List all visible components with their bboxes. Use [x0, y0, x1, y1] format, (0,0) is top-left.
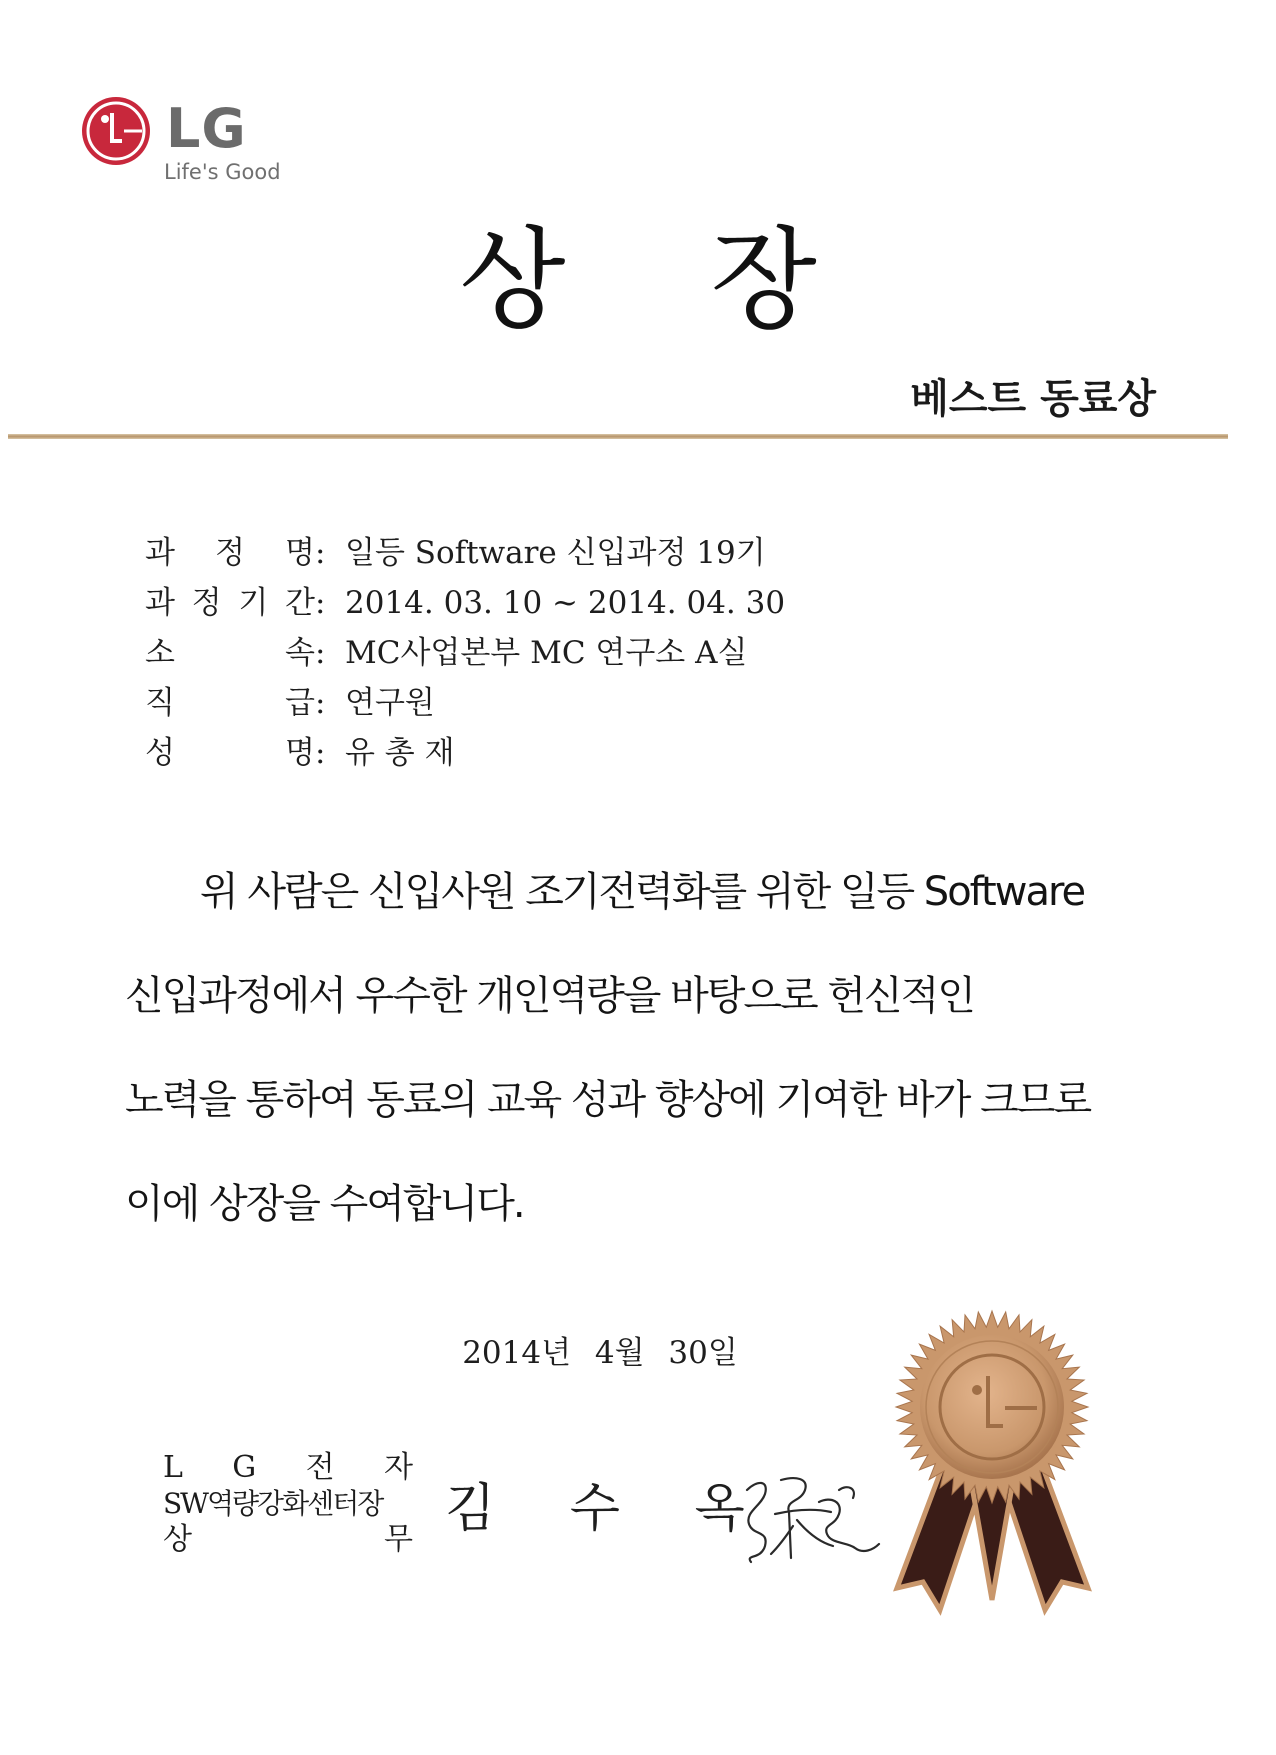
divider [8, 434, 1228, 439]
issuer-text: 전 [305, 1450, 335, 1485]
info-label-char: 정 [191, 585, 222, 621]
info-label-char: 소 [145, 635, 175, 671]
info-colon: : [315, 535, 326, 571]
info-label [145, 728, 315, 778]
lg-logo [80, 95, 280, 185]
issuer-line [163, 1486, 413, 1522]
info-label-char: 기 [238, 585, 269, 621]
issuer-text: SW역량강화센터장 [163, 1487, 383, 1520]
citation-line: 신입과정에서 우수한 개인역량을 바탕으로 헌신적인 [125, 973, 974, 1019]
recipient-info [145, 528, 785, 778]
info-row [145, 628, 785, 678]
info-row [145, 728, 785, 778]
info-label-char: 정 [215, 535, 245, 571]
citation-text [125, 840, 1125, 1256]
info-value: 유 총 재 [345, 735, 455, 771]
citation-line: 이에 상장을 수여합니다. [125, 1181, 524, 1227]
citation-line: 노력을 통하여 동료의 교육 성과 향상에 기여한 바가 크므로 [125, 1077, 1091, 1123]
issuer-text: 무 [384, 1522, 413, 1557]
award-name: 베스트 동료상 [910, 376, 1156, 422]
info-value: MC사업본부 MC 연구소 A실 [345, 635, 748, 671]
info-value: 일등 Software 신입과정 19기 [345, 535, 766, 571]
issuer-text: 상 [163, 1522, 192, 1557]
info-row [145, 528, 785, 578]
info-value: 2014. 03. 10 ~ 2014. 04. 30 [345, 585, 786, 621]
award-date: 2014년 4월 30일 [462, 1335, 738, 1371]
brand-tagline: Life's Good [164, 160, 281, 184]
lg-face-icon [80, 95, 152, 167]
info-label [145, 678, 315, 728]
info-label-char: 직 [145, 685, 175, 721]
info-label-char: 간 [285, 585, 315, 621]
issuer-title [163, 1450, 413, 1558]
info-value: 연구원 [345, 685, 435, 721]
info-label-char: 급 [285, 685, 315, 721]
gold-seal-icon [885, 1300, 1100, 1620]
handwritten-signature [735, 1450, 885, 1580]
info-label-char: 과 [145, 585, 175, 621]
info-label-char: 명 [285, 735, 315, 771]
info-row [145, 578, 785, 628]
info-label [145, 578, 315, 628]
brand-name: LG [166, 97, 247, 160]
info-label [145, 628, 315, 678]
info-colon: : [315, 735, 326, 771]
issuer-line [163, 1450, 413, 1486]
info-colon: : [315, 585, 326, 621]
issuer-text: G [232, 1450, 257, 1485]
certificate-title: 상 장 [459, 216, 817, 344]
info-label-char: 성 [145, 735, 175, 771]
issuer-line [163, 1522, 413, 1558]
signer-name: 김 수 옥 [445, 1479, 745, 1539]
info-colon: : [315, 685, 326, 721]
issuer-text: 자 [384, 1450, 413, 1485]
info-label-char: 속 [285, 635, 315, 671]
info-label [145, 528, 315, 578]
citation-line: 위 사람은 신입사원 조기전력화를 위한 일등 Software [200, 869, 1085, 915]
info-colon: : [315, 635, 326, 671]
info-label-char: 명 [285, 535, 315, 571]
info-row [145, 678, 785, 728]
issuer-text: L [163, 1450, 183, 1485]
info-label-char: 과 [145, 535, 175, 571]
